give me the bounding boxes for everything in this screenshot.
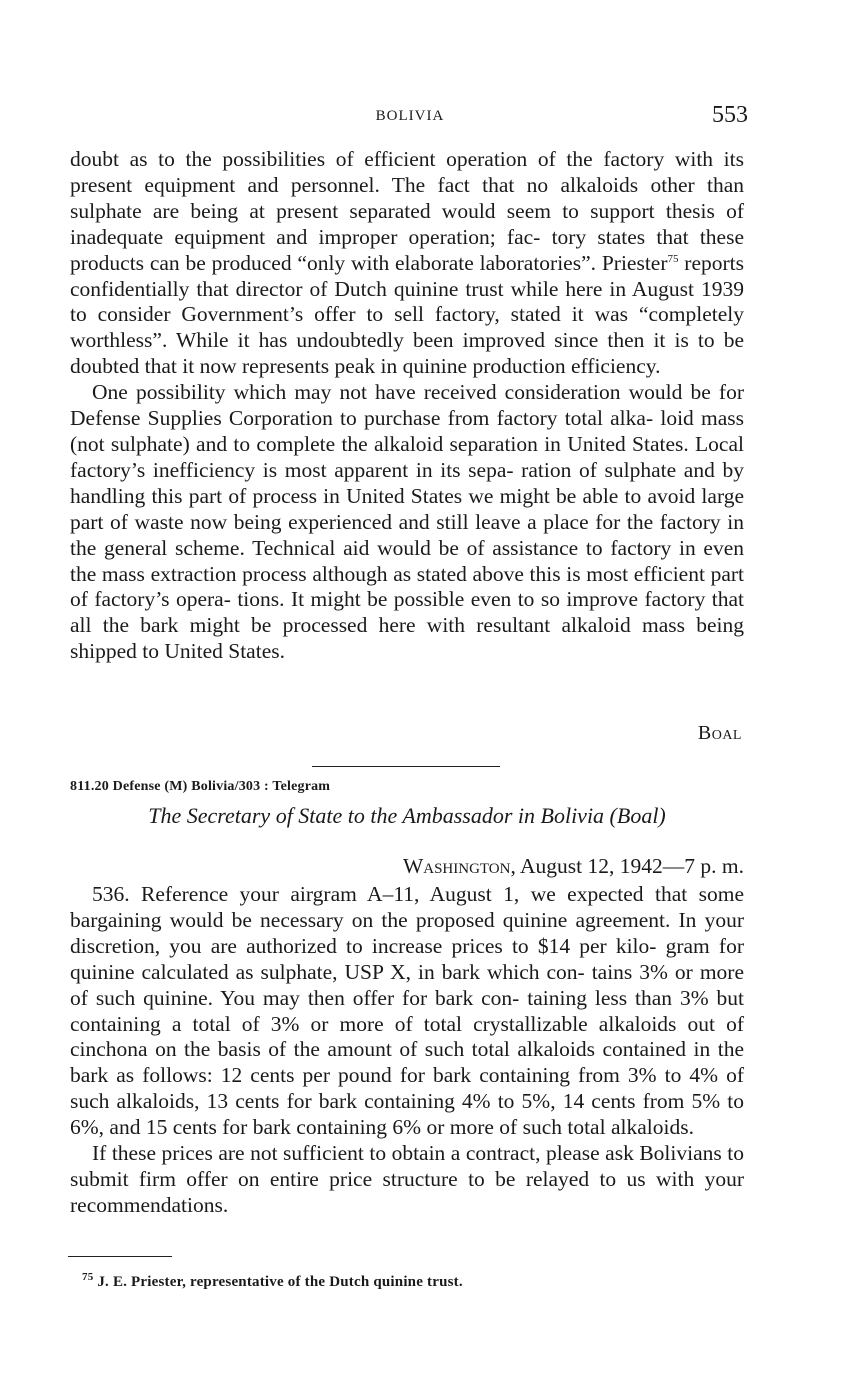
page-header <box>70 102 750 132</box>
paragraph-continued <box>70 147 744 380</box>
document-title: The Secretary of State to the Ambassador in Bolivia (Boal) <box>148 803 666 828</box>
paragraph <box>70 882 744 1141</box>
text-line: quinine trust while here in August 1939 to consider Government’s <box>70 276 744 327</box>
footnote-reference: 75 <box>667 252 679 265</box>
footnote-divider <box>68 1256 172 1257</box>
signature: Boal <box>697 722 742 744</box>
text-line: might be processed here with resultant alkaloid mass being shipped to <box>70 613 744 664</box>
body-text-part-2 <box>70 882 744 1219</box>
text-line: its present equipment and personnel. The fact that no alkaloids <box>70 147 744 197</box>
paragraph <box>70 1141 744 1219</box>
text-line: United States. Local factory’s inefficiency is most apparent in its sepa- <box>70 431 744 482</box>
text-line: for bark containing 6% or more of such total alkaloids. <box>222 1115 694 1140</box>
body-text-part-1 <box>70 147 744 665</box>
text-line: such total alkaloids contained in the bark as follows: 12 cents per <box>70 1037 745 1088</box>
dateline <box>403 854 744 879</box>
text-line: offer to sell factory, stated it was “completely worthless”. While it <box>70 302 744 353</box>
text-line: has undoubtedly been improved since then it is to be doubted that <box>70 328 744 379</box>
text-line: doubt as to the possibilities of efficient operation of the factory with <box>70 147 714 171</box>
text-line: other than sulphate are being at present separated would seem to <box>70 172 744 223</box>
text-line: taining less than 3% but containing a total of 3% or more of total <box>70 985 744 1036</box>
text-line: your discretion, you are authorized to increase prices to $14 per kilo- <box>70 907 744 958</box>
text-line: tions. It might be possible even to so improve factory that all the bark <box>70 587 745 638</box>
file-reference: 811.20 Defense (M) Bolivia/303 : Telegram <box>70 779 331 794</box>
text-line: gram for quinine calculated as sulphate, USP X, in bark which con- <box>70 933 744 984</box>
text-line: it now represents peak in quinine production efficiency. <box>182 354 661 379</box>
text-line: to us with your recommendations. <box>70 1166 744 1217</box>
text-line: bargaining would be necessary on the proposed quinine agreement. In <box>70 907 697 932</box>
text-line: for bark containing 4% to 5%, 14 cents from 5% to 6%, and 15 cents <box>70 1089 745 1140</box>
text-line: If these prices are not sufficient to obtain a contract, please ask <box>92 1141 634 1166</box>
text-line: Bolivians to submit firm offer on entire price structure to be relayed <box>70 1141 744 1191</box>
section-divider <box>312 766 500 767</box>
text-line: although as stated above this is most efficient part of factory’s opera- <box>70 561 745 612</box>
text-line: pound for bark containing from 3% to 4% of such alkaloids, 13 cents <box>70 1063 744 1114</box>
paragraph <box>70 380 744 665</box>
dateline-date: August 12, 1942—7 p. m. <box>515 854 744 878</box>
running-head: BOLIVIA <box>375 108 445 124</box>
dateline-place: Washington, <box>402 854 516 878</box>
page-number: 553 <box>712 102 748 128</box>
text-line: tory states that these products can be produced “only with elaborate <box>70 224 745 275</box>
text-line: tains 3% or more of such quinine. You may then offer for bark con- <box>70 959 745 1010</box>
text-line: we might be able to avoid large part of waste now being experienced <box>70 483 745 534</box>
text-line: loid mass (not sulphate) and to complete the alkaloid separation in <box>70 406 745 456</box>
text-line: ration of sulphate and by handling this part of process in United States <box>70 457 744 508</box>
footnote-text: J. E. Priester, representative of the Dutch quinine trust. <box>93 1274 463 1290</box>
footnote <box>82 1271 463 1291</box>
text-line: United States. <box>164 639 285 664</box>
text-line: aid would be of assistance to factory in even the mass extraction process <box>70 535 745 586</box>
text-line: One possibility which may not have received consideration would be <box>92 380 711 405</box>
text-line: laboratories”. Priester <box>479 250 668 275</box>
text-line: for Defense Supplies Corporation to purchase from factory total alka- <box>70 380 744 431</box>
text-line: and still leave a place for the factory in the general scheme. Technical <box>70 509 745 560</box>
text-line: 536. Reference your airgram A–11, August 1, we expected that some <box>92 882 744 906</box>
text-line: support thesis of inadequate equipment and improper operation; fac- <box>70 198 744 249</box>
text-line: crystallizable alkaloids out of cinchona on the basis of the amount of <box>70 1011 744 1062</box>
footnote-marker: 75 <box>82 1271 94 1283</box>
text-line: reports confidentially that director of Dutch <box>70 250 745 301</box>
